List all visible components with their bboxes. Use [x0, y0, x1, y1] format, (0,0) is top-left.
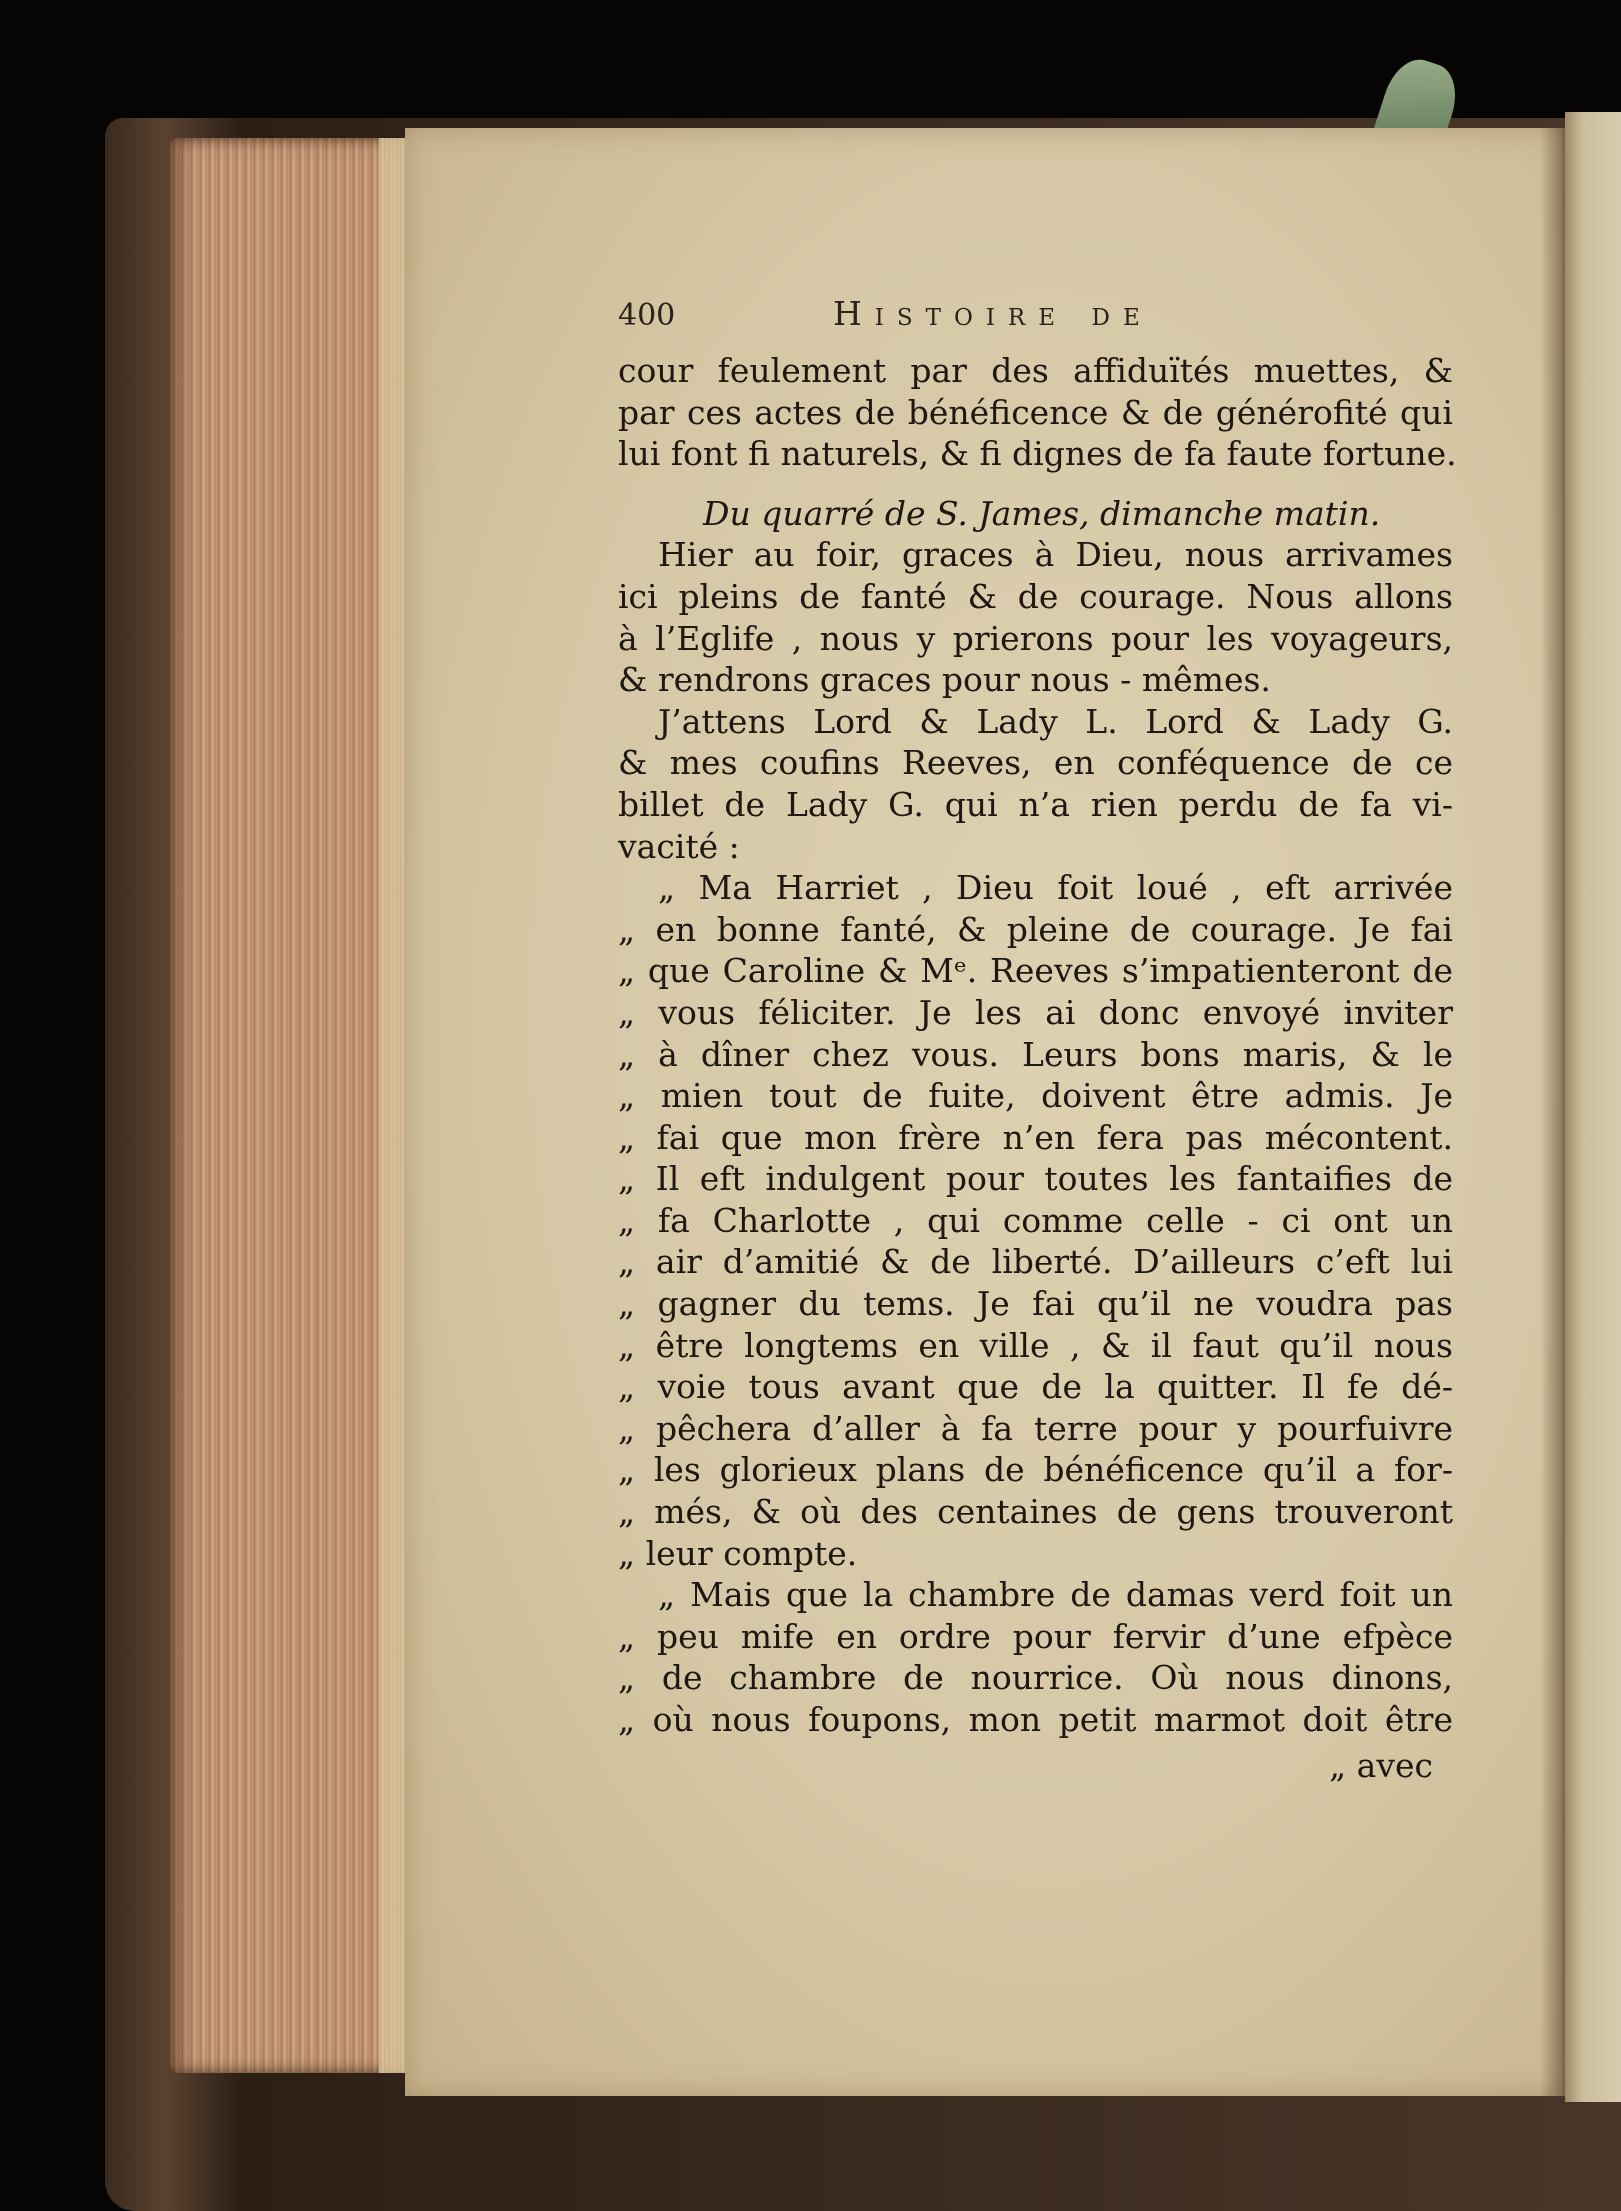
text-line: „ més, & où des centaines de gens trouveront [618, 1492, 1453, 1532]
text-line: „ peu mife en ordre pour fervir d’une efpèce [618, 1616, 1453, 1656]
text-line: & rendrons graces pour nous - mêmes. [618, 660, 1271, 700]
page-edges [170, 138, 415, 2073]
text-line: lui font fi naturels, & fi dignes de fa faute fortune. [618, 434, 1457, 474]
page-text [618, 350, 1457, 1786]
text-line: billet de Lady G. qui n’a rien perdu de fa vi- [618, 784, 1453, 824]
text-line: ici pleins de fanté & de courage. Nous allons [618, 576, 1453, 616]
text-line: vacité : [618, 826, 740, 866]
text-line: „ à dîner chez vous. Leurs bons maris, & le [618, 1034, 1453, 1074]
text-line: „ mien tout de fuite, doivent être admis. Je [618, 1076, 1453, 1116]
text-line: J’attens Lord & Lady L. Lord & Lady G. [658, 701, 1453, 741]
text-line: „ gagner du tems. Je fai qu’il ne voudra pas [618, 1284, 1453, 1324]
text-line: „ pêchera d’aller à fa terre pour y pourfuivre [618, 1408, 1453, 1448]
text-line: Hier au foir, graces à Dieu, nous arrivames [658, 535, 1453, 575]
running-head [618, 294, 1453, 338]
text-line: „ être longtems en ville , & il faut qu’il nous [618, 1325, 1453, 1365]
text-line: „ où nous foupons, mon petit marmot doit être [618, 1700, 1453, 1739]
text-line: „ vous féliciter. Je les ai donc envoyé inviter [618, 992, 1453, 1032]
text-line: „ Il eft indulgent pour toutes les fantaifies de [618, 1159, 1453, 1199]
page-number: 400 [618, 298, 676, 333]
text-line: „ voie tous avant que de la quitter. Il fe dé- [618, 1367, 1453, 1407]
text-line: „ air d’amitié & de liberté. D’ailleurs c’eft lui [618, 1242, 1453, 1282]
text-line: cour feulement par des affiduïtés muettes, & [618, 351, 1453, 390]
text-line: „ de chambre de nourrice. Où nous dinons, [618, 1658, 1453, 1698]
facing-page-edge [1565, 112, 1621, 2102]
text-line: à l’Eglife , nous y prierons pour les voyageurs, [618, 618, 1453, 658]
text-line: „ Mais que la chambre de damas verd foit un [658, 1575, 1453, 1615]
text-line: „ que Caroline & Mᵉ. Reeves s’impatienteront de [618, 951, 1453, 991]
text-line: „ en bonne fanté, & pleine de courage. Je fai [618, 909, 1453, 949]
text-line: „ fai que mon frère n’en fera pas mécontent. [618, 1117, 1453, 1157]
text-line: „ fa Charlotte , qui comme celle - ci ont un [618, 1200, 1453, 1240]
catchword: „ avec [1329, 1745, 1433, 1785]
text-line: „ les glorieux plans de bénéficence qu’il a for- [618, 1450, 1453, 1490]
running-title: Histoire de [833, 294, 1153, 333]
text-line: „ leur compte. [618, 1533, 858, 1573]
text-line: „ Ma Harriet , Dieu foit loué , eft arrivée [658, 868, 1453, 908]
text-line: par ces actes de bénéficence & de générofité qui [618, 392, 1453, 432]
text-line: & mes coufins Reeves, en conféquence de ce [618, 743, 1453, 783]
dateline: Du quarré de S. James, dimanche matin. [703, 493, 1381, 533]
